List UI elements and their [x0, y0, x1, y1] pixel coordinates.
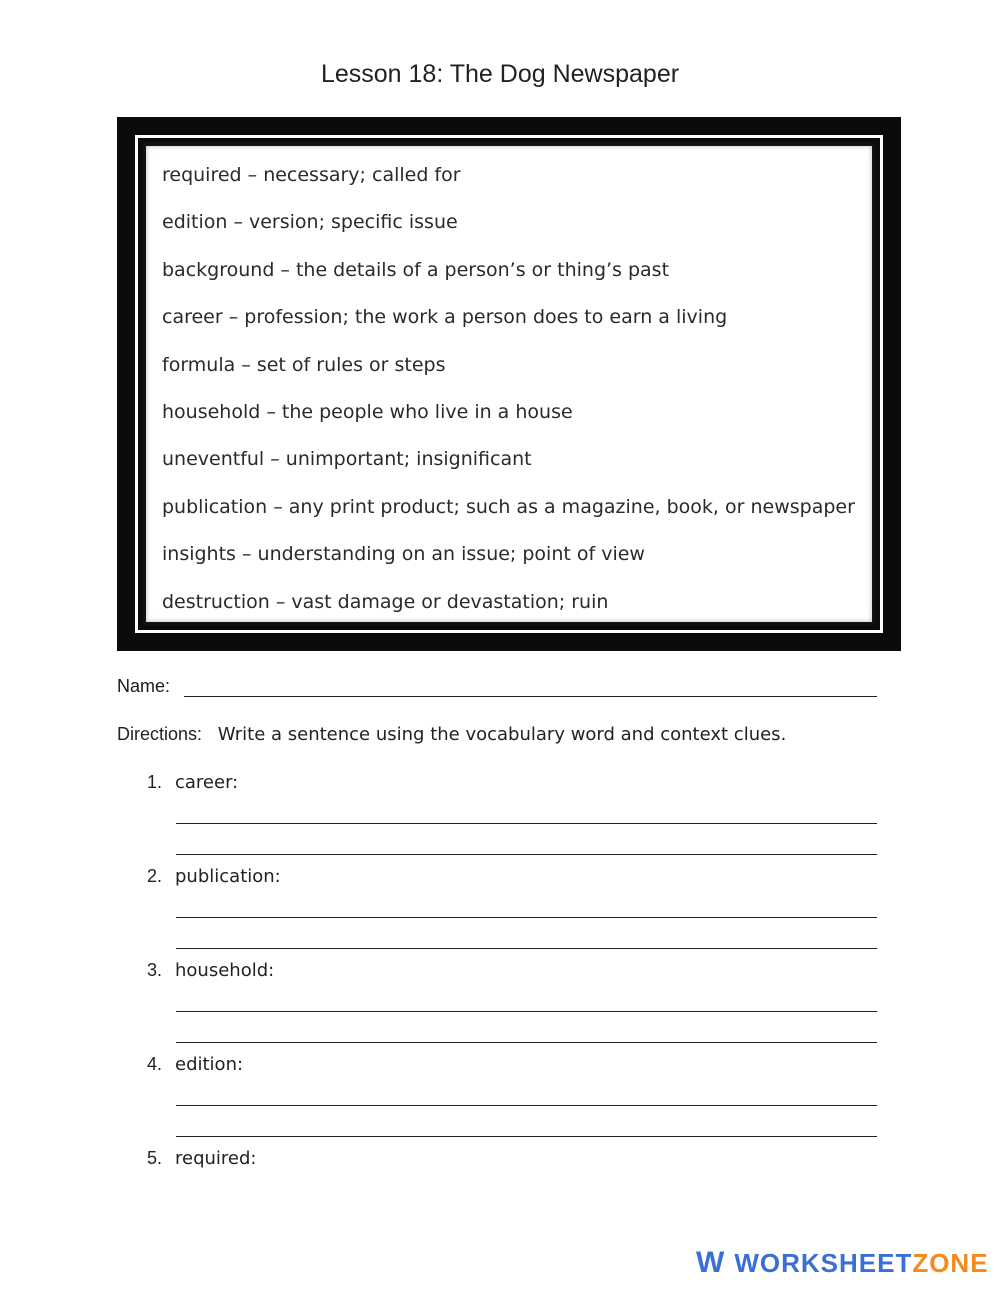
question-2 — [147, 866, 877, 949]
question-word: edition: — [175, 1054, 244, 1075]
question-word: household: — [175, 960, 275, 981]
worksheetzone-brand — [734, 1248, 988, 1279]
vocabulary-box-inner — [143, 143, 875, 625]
answer-line[interactable] — [176, 1075, 877, 1106]
answer-line[interactable] — [176, 793, 877, 824]
vocab-item: background – the details of a person’s or thing’s past — [162, 258, 670, 281]
vocab-item: insights – understanding on an issue; point of view — [162, 543, 645, 566]
directions-text: Write a sentence using the vocabulary word and context clues. — [217, 724, 787, 745]
name-label: Name: — [117, 676, 171, 696]
answer-line[interactable] — [176, 824, 877, 855]
answer-line[interactable] — [176, 887, 877, 918]
worksheetzone-logo-icon: W — [696, 1246, 723, 1279]
answer-line[interactable] — [176, 918, 877, 949]
vocab-item: required – necessary; called for — [162, 164, 461, 186]
question-3 — [147, 960, 877, 1043]
page-title: Lesson 18: The Dog Newspaper — [320, 60, 680, 88]
brand-accent: ZONE — [912, 1247, 989, 1278]
name-input-line[interactable] — [184, 676, 877, 697]
brand-main: WORKSHEET — [734, 1247, 913, 1278]
question-number: 2. — [147, 866, 163, 886]
question-1 — [147, 772, 877, 855]
answer-line[interactable] — [176, 1106, 877, 1137]
question-number: 4. — [147, 1054, 163, 1074]
vocab-item: publication – any print product; such as a magazine, book, or newspaper — [162, 495, 855, 518]
worksheetzone-watermark — [690, 1235, 1000, 1291]
vocab-item: formula – set of rules or steps — [162, 353, 446, 376]
question-word: required: — [175, 1148, 257, 1169]
answer-line[interactable] — [176, 1012, 877, 1043]
question-number: 3. — [147, 960, 163, 980]
question-word: publication: — [175, 866, 281, 887]
vocabulary-list — [162, 160, 855, 634]
vocab-item: edition – version; specific issue — [162, 211, 458, 234]
vocab-item: household – the people who live in a house — [162, 400, 573, 423]
question-number: 5. — [147, 1148, 163, 1168]
vocab-item: career – profession; the work a person does to earn a living — [162, 306, 728, 329]
name-row — [117, 676, 877, 697]
question-word: career: — [175, 772, 239, 793]
question-number: 1. — [147, 772, 163, 792]
vocabulary-box — [117, 117, 901, 651]
vocab-item: destruction – vast damage or devastation; ruin — [162, 590, 609, 613]
vocab-item: uneventful – unimportant; insignificant — [162, 448, 532, 471]
question-4 — [147, 1054, 877, 1137]
directions-label: Directions: — [117, 724, 203, 744]
answer-line[interactable] — [176, 981, 877, 1012]
question-5 — [147, 1148, 877, 1169]
directions — [117, 724, 786, 745]
